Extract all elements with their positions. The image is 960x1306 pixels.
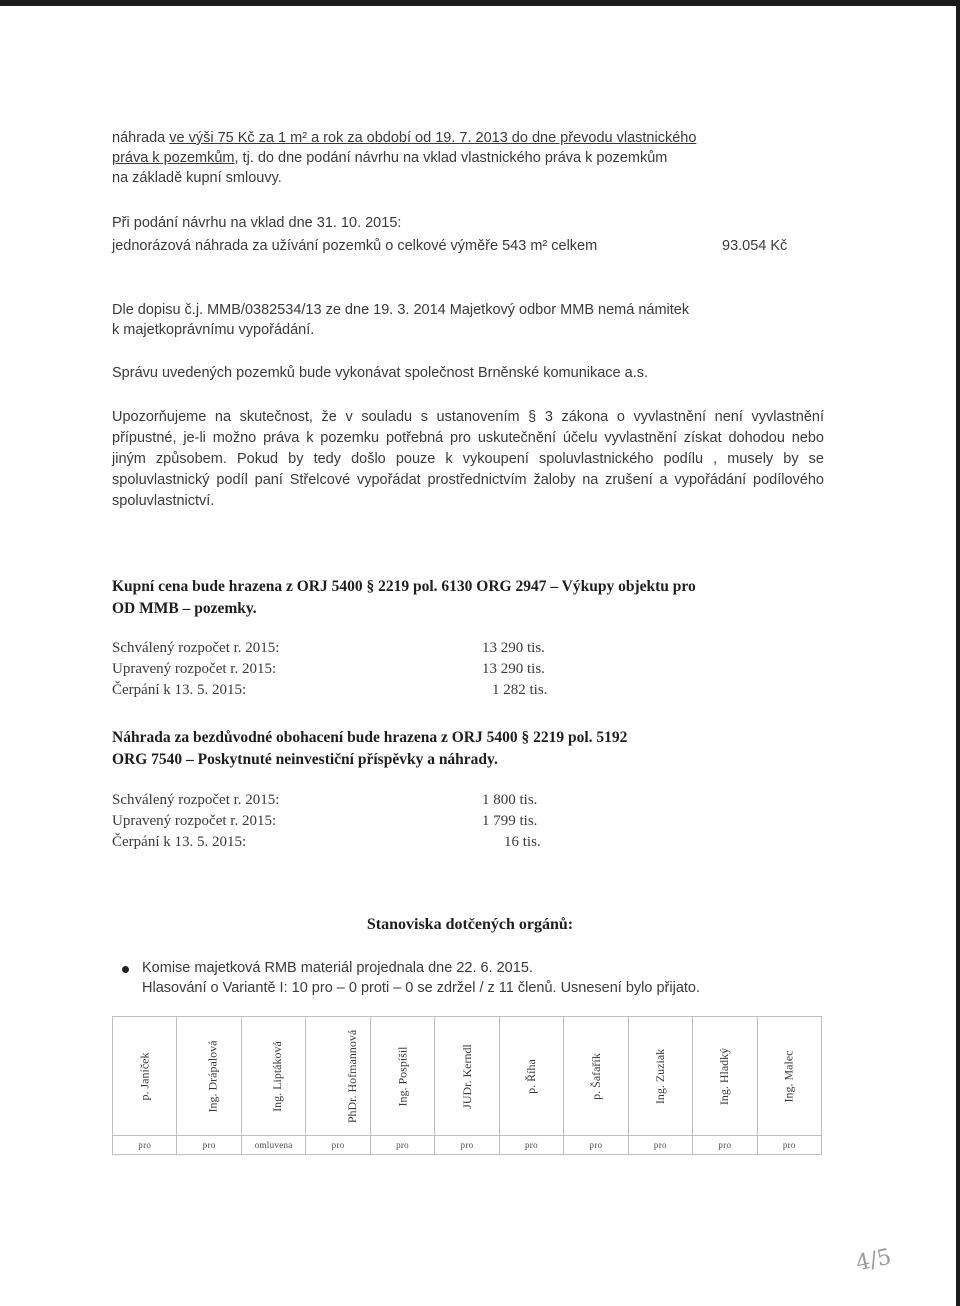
paragraph-filing-line2: jednorázová náhrada za užívání pozemků o celkové výměře 543 m² celkem [112,238,598,254]
vote-member-cell [241,1017,305,1136]
vote-value: pro [757,1136,821,1155]
filing-amount: 93.054 Kč [722,238,788,254]
vote-member-cell [113,1017,177,1136]
scan-border-right [956,0,960,1306]
paragraph-letter-line1: Dle dopisu č.j. MMB/0382534/13 ze dne 19. 3. 2014 Majetkový odbor MMB nemá námitek [112,302,690,318]
paragraph-compensation-line2: práva k pozemkům, tj. do dne podání návrhu na vklad vlastnického práva k pozemkům [112,150,668,166]
unjust-enrichment-heading-line2: ORG 7540 – Poskytnuté neinvestiční příspěvky a náhrady. [112,751,498,768]
vote-value: pro [435,1136,499,1155]
vote-value: pro [177,1136,241,1155]
budget2-adjusted-value: 1 799 tis. [482,813,538,829]
member-name: Ing. Hladký [717,1047,732,1106]
member-name: Ing. Malec [781,1050,796,1103]
vote-member-cell [177,1017,241,1136]
budget2-spent-label: Čerpání k 13. 5. 2015: [112,834,247,850]
committee-line2: Hlasování o Variantě I: 10 pro – 0 proti – 0 se zdržel / z 11 členů. Usnesení bylo přijato. [142,980,701,996]
budget1-adjusted-value: 13 290 tis. [482,661,545,677]
budget1-adjusted-label: Upravený rozpočet r. 2015: [112,661,277,677]
budget2-spent-value: 16 tis. [504,834,541,850]
vote-member-cell [757,1017,821,1136]
paragraph-administration: Správu uvedených pozemků bude vykonávat společnost Brněnské komunikace a.s. [112,365,649,381]
section-title-authorities: Stanoviska dotčených orgánů: [366,916,574,933]
vote-value: pro [693,1136,757,1155]
vote-value: pro [499,1136,563,1155]
vote-member-cell [306,1017,370,1136]
unjust-enrichment-heading-line1: Náhrada za bezdůvodné obohacení bude hrazena z ORJ 5400 § 2219 pol. 5192 [112,729,628,746]
vote-member-cell [435,1017,499,1136]
member-name: p. Janíček [137,1052,152,1101]
member-name: JUDr. Kerndl [460,1044,475,1109]
vote-value: pro [628,1136,692,1155]
member-name: PhDr. Hofmannová [345,1029,360,1124]
scan-border-top [0,0,960,6]
vote-member-cell [693,1017,757,1136]
vote-member-cell [370,1017,434,1136]
member-name: Ing. Liptáková [269,1041,284,1112]
budget2-approved-value: 1 800 tis. [482,792,538,808]
vote-value: omluvena [241,1136,305,1155]
member-name: Ing. Drápalová [205,1040,220,1113]
purchase-price-heading-line1: Kupní cena bude hrazena z ORJ 5400 § 2219 pol. 6130 ORG 2947 – Výkupy objektu pro [112,578,696,595]
bullet-icon [122,966,129,973]
vote-member-cell [564,1017,628,1136]
vote-table-votes-row [113,1136,822,1155]
member-name: p. Říha [523,1059,538,1094]
purchase-price-heading-line2: OD MMB – pozemky. [112,600,257,617]
paragraph-compensation-line1: náhrada ve výši 75 Kč za 1 m² a rok za období od 19. 7. 2013 do dne převodu vlastnického [112,130,697,146]
vote-member-cell [499,1017,563,1136]
paragraph-filing-line1: Při podání návrhu na vklad dne 31. 10. 2015: [112,215,402,231]
budget2-approved-label: Schválený rozpočet r. 2015: [112,792,280,808]
member-name: p. Šafařík [588,1053,603,1100]
vote-value: pro [306,1136,370,1155]
budget1-approved-value: 13 290 tis. [482,640,545,656]
vote-member-cell [628,1017,692,1136]
committee-line1: Komise majetková RMB materiál projednala dne 22. 6. 2015. [142,960,533,976]
budget2-adjusted-label: Upravený rozpočet r. 2015: [112,813,277,829]
paragraph-expropriation-notice: Upozorňujeme na skutečnost, že v souladu s ustanovením § 3 zákona o vyvlastnění není vyvlastnění přípustné, je-li možno práva k pozemku potřebná pro uskutečnění účelu vyvlastnění získat dohodou nebo jiným způsobem. Pokud by tedy došlo pouze k vykoupení spoluvlastnického podílu , musely by se spoluvlastnický podíl paní Střelcové vypořádat prostřednictvím žaloby na zrušení a vypořádání podílového spoluvlastnictví. [112,409,824,509]
vote-table [112,1016,822,1155]
budget1-approved-label: Schválený rozpočet r. 2015: [112,640,280,656]
vote-value: pro [564,1136,628,1155]
vote-value: pro [113,1136,177,1155]
member-name: Ing. Zuziak [652,1048,667,1105]
paragraph-letter-line2: k majetkoprávnímu vypořádání. [112,322,315,338]
handwritten-page-mark: 4/5 [853,1244,894,1277]
budget1-spent-label: Čerpání k 13. 5. 2015: [112,682,247,698]
paragraph-compensation-line3: na základě kupní smlouvy. [112,170,282,186]
member-name: Ing. Pospíšil [395,1046,410,1107]
budget1-spent-value: 1 282 tis. [492,682,548,698]
vote-value: pro [370,1136,434,1155]
vote-table-names-row [113,1017,822,1136]
